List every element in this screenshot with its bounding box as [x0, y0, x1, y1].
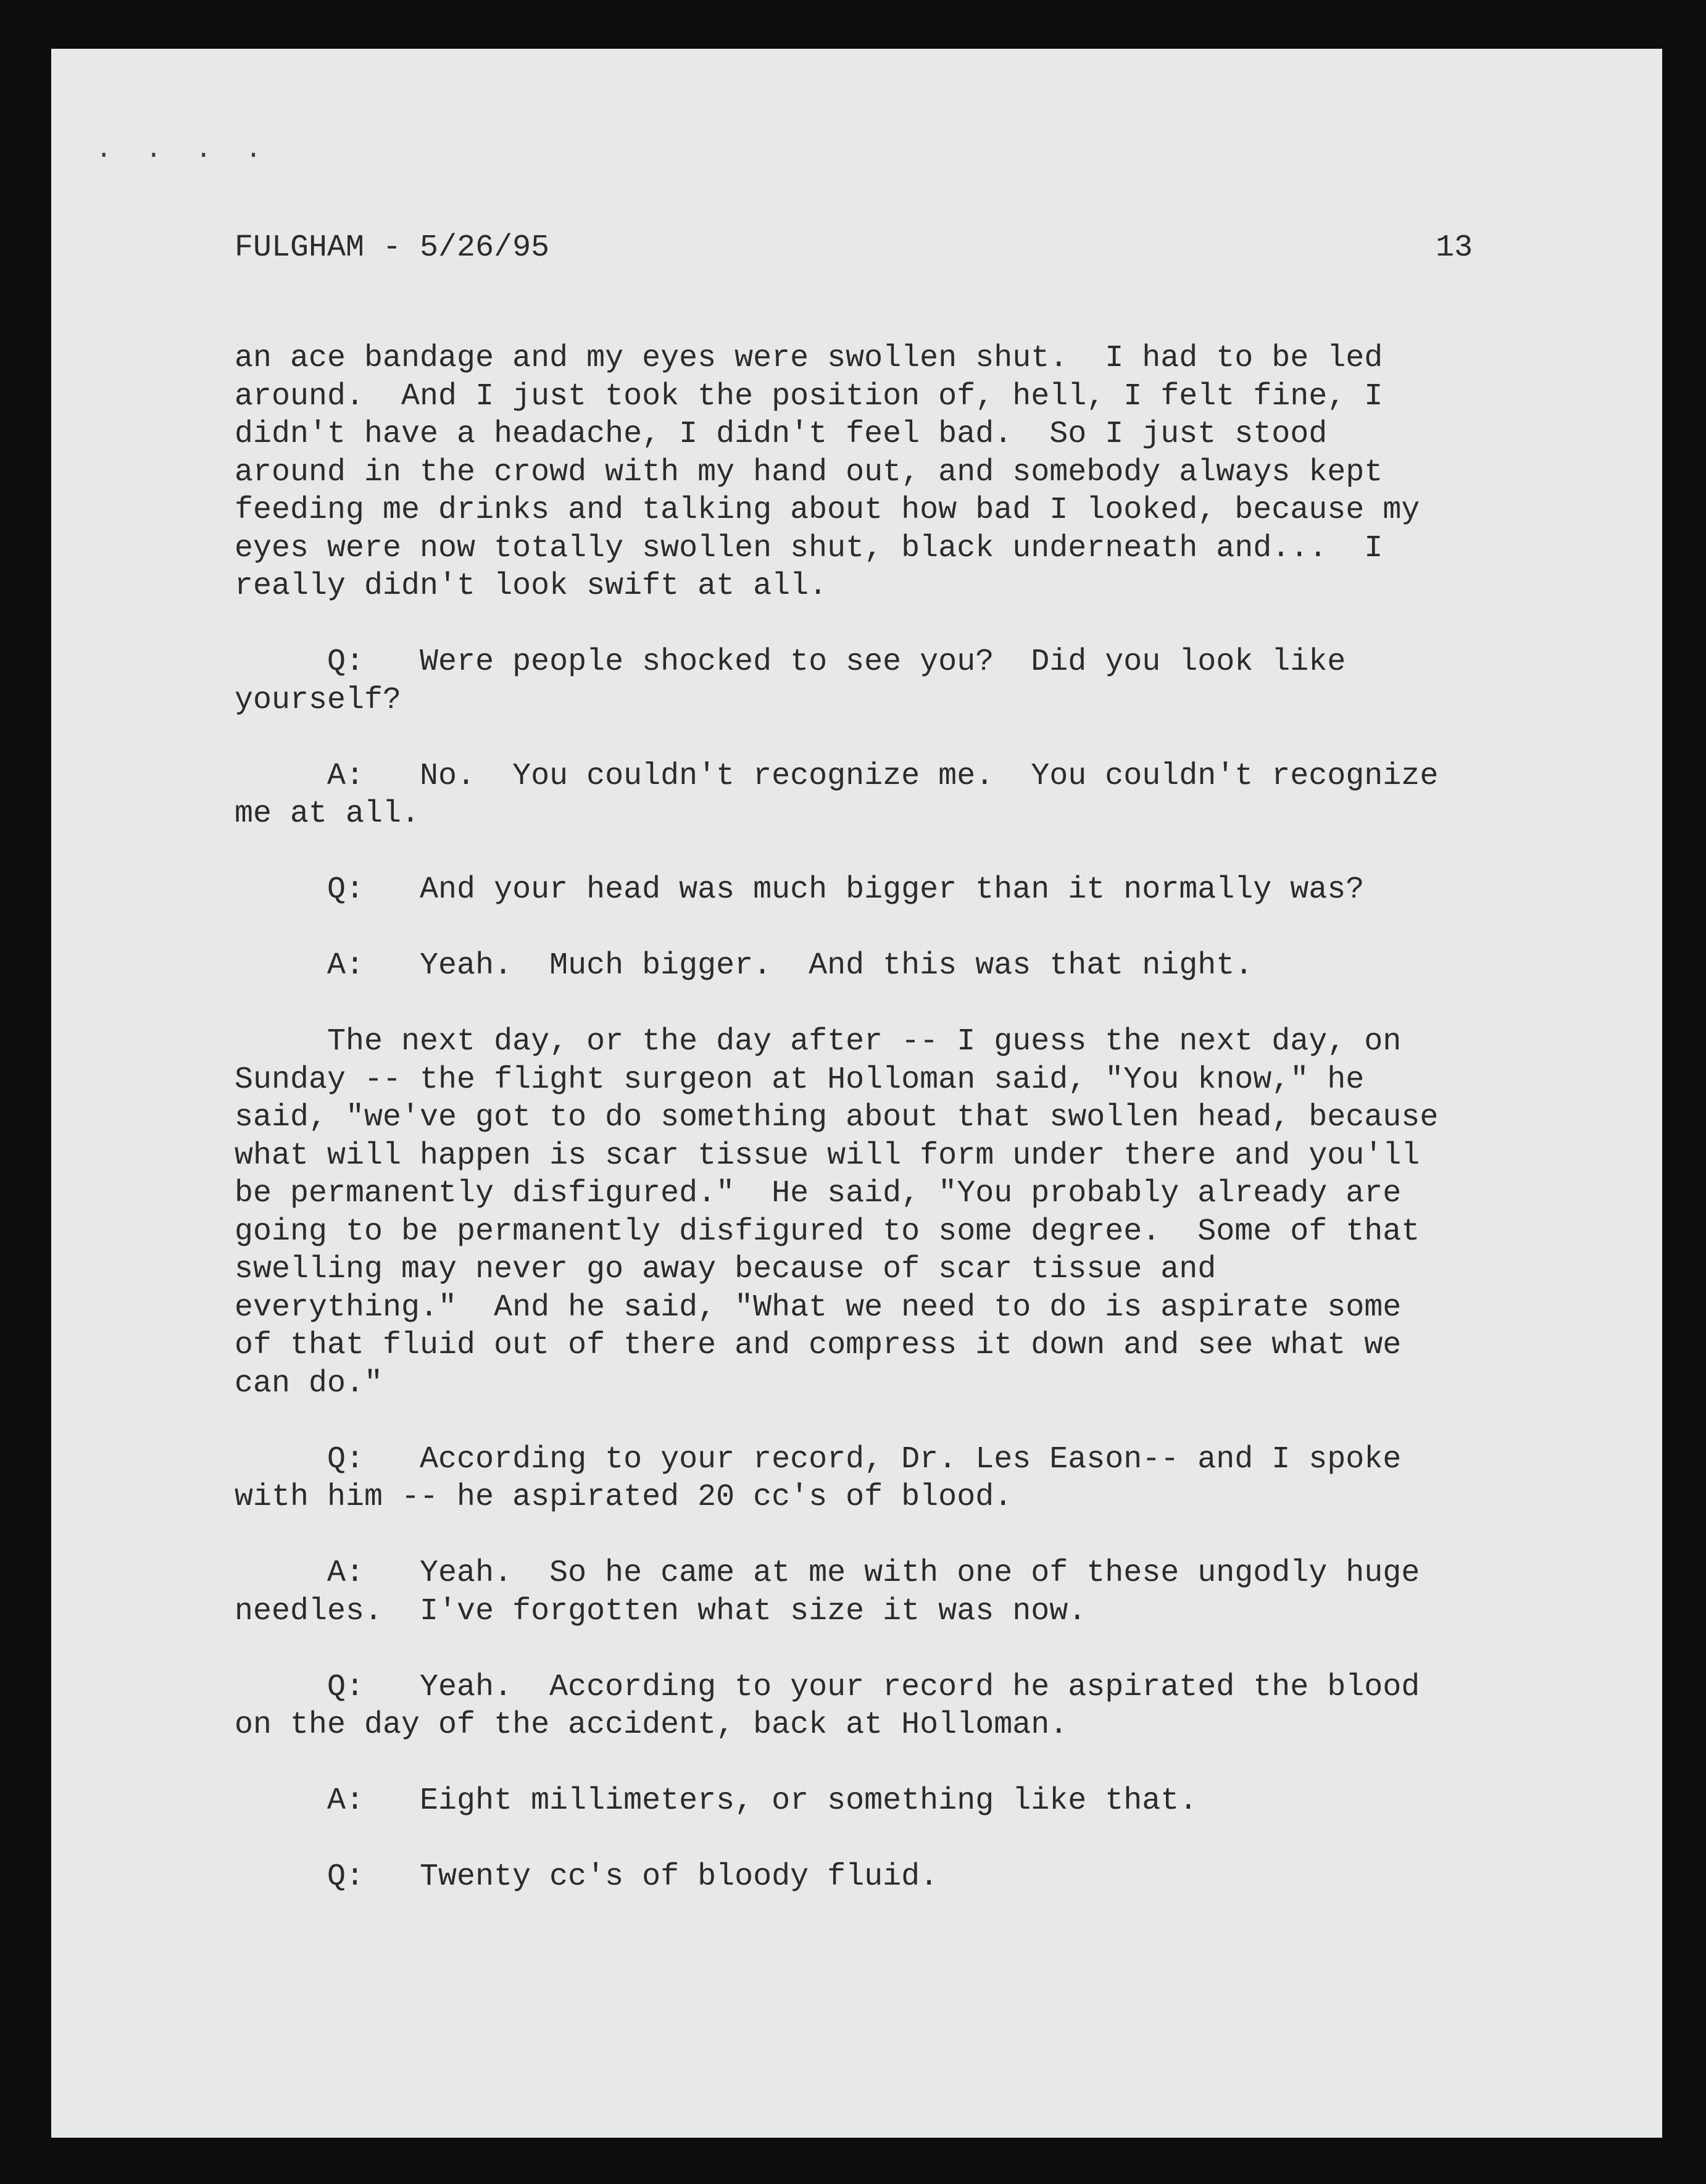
text-line: Q: Were people shocked to see you? Did you look like: [235, 644, 1346, 680]
transcript-paragraph: [235, 1554, 1531, 1630]
text-line: Q: Twenty cc's of bloody fluid.: [235, 1859, 939, 1894]
transcript-paragraph: [235, 757, 1531, 833]
text-line: didn't have a headache, I didn't feel bad. So I just stood: [235, 417, 1328, 452]
text-line: what will happen is scar tissue will form under there and you'll: [235, 1138, 1420, 1173]
text-line: around in the crowd with my hand out, and somebody always kept: [235, 454, 1383, 490]
text-line: A: Eight millimeters, or something like that.: [235, 1783, 1198, 1819]
text-line: on the day of the accident, back at Holloman.: [235, 1707, 1068, 1743]
text-line: said, "we've got to do something about that swollen head, because: [235, 1100, 1439, 1135]
text-line: really didn't look swift at all.: [235, 569, 828, 604]
paragraph-gap: [235, 606, 1531, 644]
text-line: going to be permanently disfigured to some degree. Some of that: [235, 1214, 1420, 1249]
text-line: with him -- he aspirated 20 cc's of blood.: [235, 1480, 1013, 1515]
text-line: The next day, or the day after -- I guess the next day, on: [235, 1024, 1402, 1059]
text-line: eyes were now totally swollen shut, black underneath and... I: [235, 530, 1383, 566]
text-line: me at all.: [235, 796, 420, 832]
transcript-paragraph: [235, 643, 1531, 719]
text-line: needles. I've forgotten what size it was now.: [235, 1593, 1087, 1629]
transcript-paragraph: [235, 1782, 1531, 1820]
paragraph-gap: [235, 1630, 1531, 1669]
transcript-paragraph: [235, 1023, 1531, 1403]
text-line: A: No. You couldn't recognize me. You couldn't recognize: [235, 758, 1439, 794]
header-title: FULGHAM - 5/26/95: [235, 230, 550, 265]
transcript-paragraph: [235, 871, 1531, 909]
text-line: Q: Yeah. According to your record he aspirated the blood: [235, 1669, 1420, 1705]
paragraph-gap: [235, 719, 1531, 757]
text-line: of that fluid out of there and compress it down and see what we: [235, 1328, 1402, 1363]
text-line: Sunday -- the flight surgeon at Holloman said, "You know," he: [235, 1062, 1365, 1098]
transcript-body: [235, 340, 1531, 1896]
document-page: [51, 49, 1662, 2138]
text-line: be permanently disfigured." He said, "You probably already are: [235, 1176, 1402, 1211]
paragraph-gap: [235, 985, 1531, 1023]
transcript-paragraph: [235, 947, 1531, 985]
transcript-paragraph: [235, 1858, 1531, 1896]
transcript-paragraph: [235, 1441, 1531, 1517]
transcript-paragraph: [235, 1669, 1531, 1744]
text-line: Q: And your head was much bigger than it normally was?: [235, 872, 1365, 907]
scan-specks: · · · ·: [96, 140, 270, 171]
transcript-paragraph: [235, 340, 1531, 606]
text-line: an ace bandage and my eyes were swollen shut. I had to be led: [235, 341, 1383, 376]
text-line: feeding me drinks and talking about how bad I looked, because my: [235, 493, 1420, 528]
paragraph-gap: [235, 1403, 1531, 1441]
paragraph-gap: [235, 1744, 1531, 1783]
text-line: yourself?: [235, 682, 402, 718]
paragraph-gap: [235, 1517, 1531, 1555]
text-line: swelling may never go away because of scar tissue and: [235, 1252, 1217, 1287]
text-line: can do.": [235, 1365, 383, 1401]
paragraph-gap: [235, 833, 1531, 872]
text-line: around. And I just took the position of, hell, I felt fine, I: [235, 378, 1383, 414]
page-number: 13: [1436, 230, 1473, 265]
text-line: A: Yeah. Much bigger. And this was that night.: [235, 948, 1254, 983]
text-line: Q: According to your record, Dr. Les Eason-- and I spoke: [235, 1441, 1402, 1477]
paragraph-gap: [235, 1820, 1531, 1859]
text-line: A: Yeah. So he came at me with one of these ungodly huge: [235, 1556, 1420, 1591]
text-line: everything." And he said, "What we need to do is aspirate some: [235, 1290, 1402, 1325]
paragraph-gap: [235, 909, 1531, 948]
